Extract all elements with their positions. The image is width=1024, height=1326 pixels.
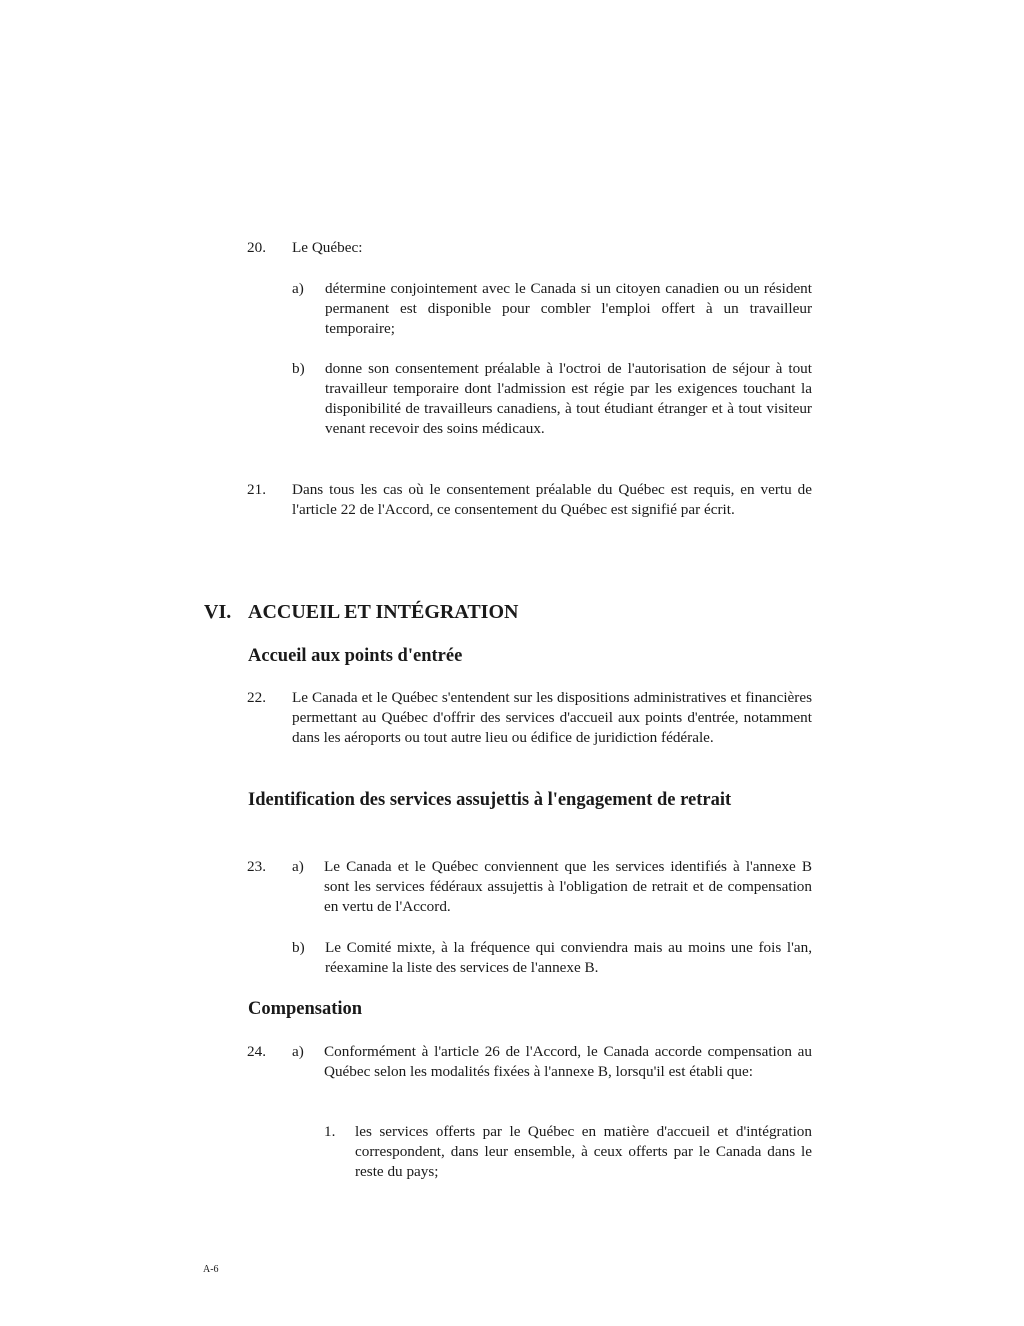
subheading-accueil: Accueil aux points d'entrée bbox=[248, 646, 463, 666]
article-22-text: Le Canada et le Québec s'entendent sur les dispositions administratives et financières permettant au Québec d'offrir des services d'accueil aux points d'entrée, notamment dans les aéroports ou tout autre lieu ou édifice de juridiction fédérale. bbox=[292, 689, 812, 746]
page-number: A-6 bbox=[203, 1264, 219, 1275]
article-24-number: 24. bbox=[247, 1043, 266, 1060]
article-24-item-a-text: Conformément à l'article 26 de l'Accord, le Canada accorde compensation au Québec selon les modalités fixées à l'annexe B, lorsqu'il est établi que: bbox=[324, 1043, 812, 1080]
section-vi-title: ACCUEIL ET INTÉGRATION bbox=[248, 601, 519, 623]
article-23-item-a-text: Le Canada et le Québec conviennent que les services identifiés à l'annexe B sont les services fédéraux assujettis à l'obligation de retrait et de compensation en vertu de l'Accord. bbox=[324, 858, 812, 915]
subheading-compensation: Compensation bbox=[248, 999, 363, 1019]
article-23-number: 23. bbox=[247, 858, 266, 875]
section-vi-number: VI. bbox=[204, 601, 232, 623]
article-22-number: 22. bbox=[247, 689, 266, 706]
article-20-item-a-label: a) bbox=[292, 280, 304, 297]
article-23-item-a-label: a) bbox=[292, 858, 304, 875]
article-23-item-b-text: Le Comité mixte, à la fréquence qui conviendra mais au moins une fois l'an, réexamine la liste des services de l'annexe B. bbox=[325, 939, 812, 976]
article-20-item-b-text: donne son consentement préalable à l'octroi de l'autorisation de séjour à tout travailleur temporaire dont l'admission est régie par les exigences touchant la disponibilité de travailleurs canadiens, à tout étudiant étranger et à tout visiteur venant recevoir des soins médicaux. bbox=[325, 360, 812, 437]
article-20-item-a-text: détermine conjointement avec le Canada si un citoyen canadien ou un résident permanent est disponible pour combler l'emploi offert à un travailleur temporaire; bbox=[325, 280, 812, 337]
article-24-sub-1-label: 1. bbox=[324, 1123, 336, 1140]
article-23-item-b-label: b) bbox=[292, 939, 305, 956]
article-20-intro: Le Québec: bbox=[292, 239, 363, 256]
article-21-number: 21. bbox=[247, 481, 266, 498]
article-24-sub-1-text: les services offerts par le Québec en matière d'accueil et d'intégration correspondent, dans leur ensemble, à ceux offerts par le Canada dans le reste du pays; bbox=[355, 1123, 812, 1180]
article-24-item-a-label: a) bbox=[292, 1043, 304, 1060]
article-20-item-b-label: b) bbox=[292, 360, 305, 377]
article-21-text: Dans tous les cas où le consentement préalable du Québec est requis, en vertu de l'article 22 de l'Accord, ce consentement du Québec est signifié par écrit. bbox=[292, 481, 812, 518]
subheading-identification: Identification des services assujettis à l'engagement de retrait bbox=[248, 790, 732, 810]
article-20-number: 20. bbox=[247, 239, 266, 256]
